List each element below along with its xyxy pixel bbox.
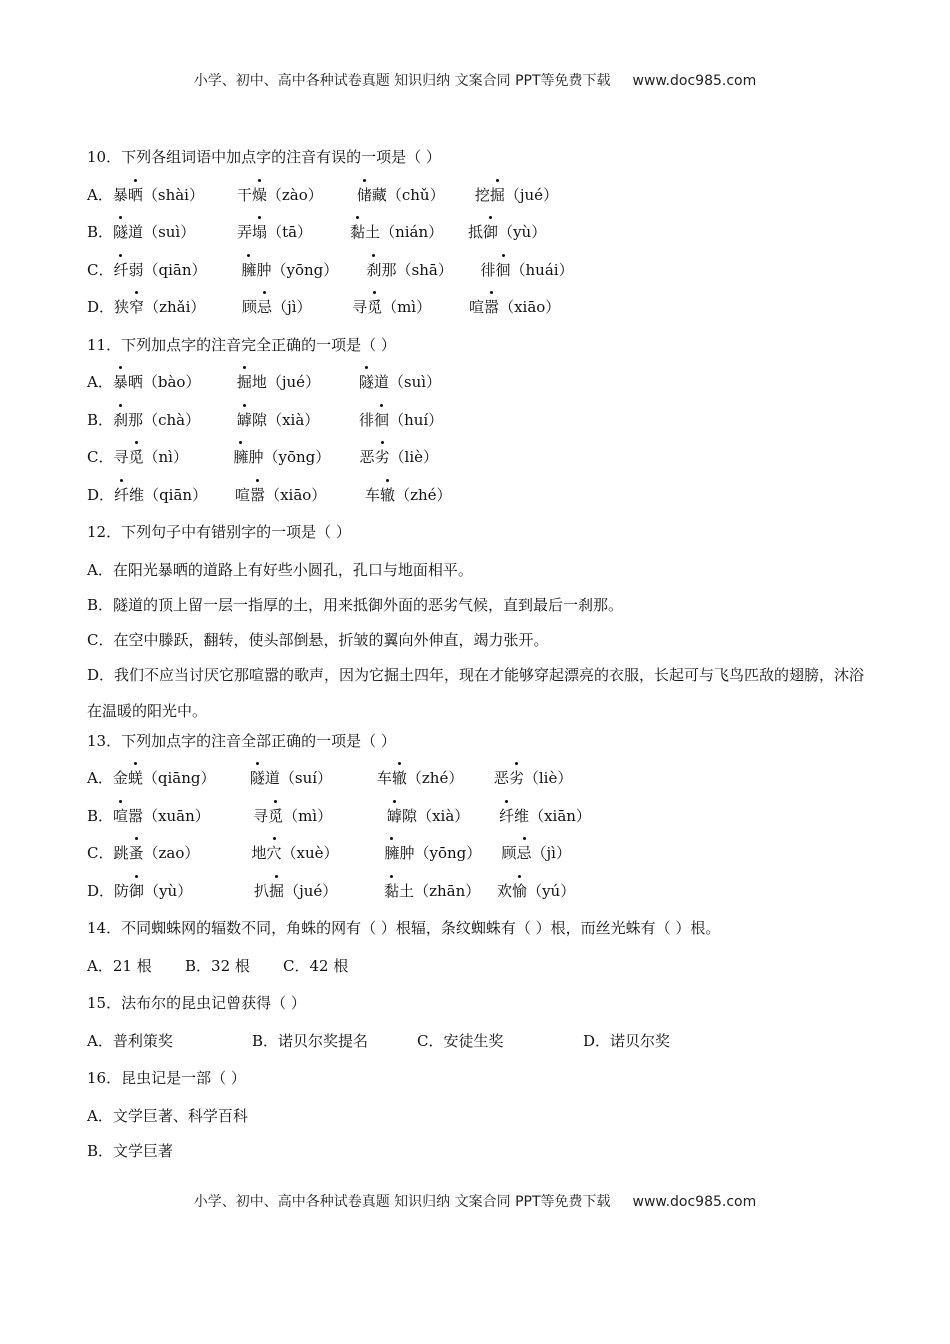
question-15-option-b[interactable]: B．诺贝尔奖提名 xyxy=(252,1031,369,1050)
question-12-option-c[interactable]: C．在空中滕跃，翻转，使头部倒悬，折皱的翼向外伸直，竭力张开。 xyxy=(87,630,549,649)
question-10-option-a[interactable]: A．暴晒（shài） 干燥（zào） 储藏（chǔ） 挖掘（jué） xyxy=(87,183,867,221)
question-14-title: 14．不同蜘蛛网的辐数不同，角蛛的网有（ ）根辐，条纹蜘蛛有（ ）根，而丝光蛛有（ ）根。 xyxy=(87,919,721,937)
question-11-option-b[interactable]: B．刹那（chà） 罅隙（xià） 徘徊（huí） xyxy=(87,408,867,446)
question-15-option-a[interactable]: A．普利策奖 xyxy=(87,1031,173,1050)
question-13-option-c[interactable]: C．跳蚤（zao） 地穴（xuè） 臃肿（yōng） 顾忌（jì） xyxy=(87,841,867,879)
question-13-option-b[interactable]: B．喧嚣（xuān） 寻觅（mì） 罅隙（xià） 纤维（xiān） xyxy=(87,804,867,842)
question-11-title: 11．下列加点字的注音完全正确的一项是（ ） xyxy=(87,335,396,354)
question-12-option-b[interactable]: B．隧道的顶上留一层一指厚的土，用来抵御外面的恶劣气候，直到最后一刹那。 xyxy=(87,595,624,614)
question-10-title: 10．下列各组词语中加点字的注音有误的一项是（ ） xyxy=(87,148,441,166)
header-banner xyxy=(0,70,950,90)
header-text: 小学、初中、高中各种试卷真题 知识归纳 文案合同 PPT等免费下载 xyxy=(193,73,611,89)
question-10-option-b[interactable]: B．隧道（suì） 弄塌（tā） 黏土（nián） 抵御（yù） xyxy=(87,220,867,258)
footer-text: 小学、初中、高中各种试卷真题 知识归纳 文案合同 PPT等免费下载 xyxy=(193,1194,611,1210)
question-13-option-a[interactable]: A．金蜣（qiāng） 隧道（suí） 车辙（zhé） 恶劣（liè） xyxy=(87,766,867,804)
question-12-option-d[interactable]: D．我们不应当讨厌它那喧嚣的歌声，因为它掘土四年，现在才能够穿起漂亮的衣服，长起可与飞鸟匹敌的翅膀，沐浴在温暖的阳光中。 xyxy=(87,665,865,720)
question-14-option-a[interactable]: A．21 根 xyxy=(87,956,152,975)
question-16-option-a[interactable]: A．文学巨著、科学百科 xyxy=(87,1106,248,1125)
question-11-option-a[interactable]: A．暴晒（bào） 掘地（jué） 隧道（suì） xyxy=(87,370,867,408)
footer-banner xyxy=(0,1191,950,1211)
question-14-option-b[interactable]: B．32 根 xyxy=(185,956,250,975)
question-14-options xyxy=(87,954,867,992)
question-11-option-c[interactable]: C．寻觅（nì） 臃肿（yōng） 恶劣（liè） xyxy=(87,445,867,483)
header-site-link[interactable]: www.doc985.com xyxy=(632,73,757,89)
question-15-option-c[interactable]: C．安徒生奖 xyxy=(417,1031,504,1050)
question-15-option-d[interactable]: D．诺贝尔奖 xyxy=(583,1031,671,1050)
question-12-option-a[interactable]: A．在阳光暴晒的道路上有好些小圆孔，孔口与地面相平。 xyxy=(87,560,473,579)
question-16-option-b[interactable]: B．文学巨著 xyxy=(87,1141,174,1160)
question-10-option-d[interactable]: D．狭窄（zhǎi） 顾忌（jì） 寻觅（mì） 喧嚣（xiāo） xyxy=(87,295,867,333)
question-12-title: 12．下列句子中有错别字的一项是（ ） xyxy=(87,523,351,541)
question-14-option-c[interactable]: C．42 根 xyxy=(283,956,349,975)
footer-site-link[interactable]: www.doc985.com xyxy=(632,1194,757,1210)
question-15-title: 15．法布尔的昆虫记曾获得（ ） xyxy=(87,994,306,1012)
question-11-option-d[interactable]: D．纤维（qiān） 喧嚣（xiāo） 车辙（zhé） xyxy=(87,483,867,521)
question-15-options xyxy=(87,1029,867,1067)
question-13-title: 13．下列加点字的注音全部正确的一项是（ ） xyxy=(87,731,396,750)
question-content xyxy=(87,145,867,1174)
question-10-option-c[interactable]: C．纤弱（qiān） 臃肿（yōng） 刹那（shā） 徘徊（huái） xyxy=(87,258,867,296)
question-13-option-d[interactable]: D．防御（yù） 扒掘（jué） 黏土（zhān） 欢愉（yú） xyxy=(87,879,867,917)
question-16-title: 16．昆虫记是一部（ ） xyxy=(87,1069,246,1087)
